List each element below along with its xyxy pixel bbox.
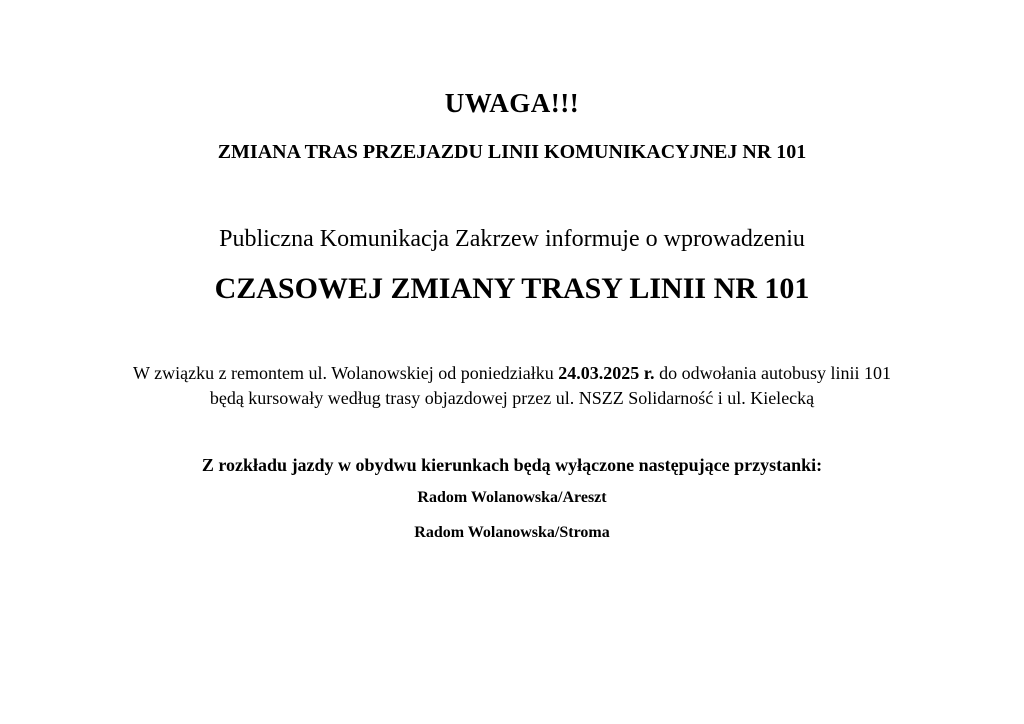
body-line-2: będą kursowały według trasy objazdowej przez ul. NSZZ Solidarność i ul. Kielecką <box>209 388 815 408</box>
notice-subtitle: ZMIANA TRAS PRZEJAZDU LINII KOMUNIKACYJNEJ NR 101 <box>217 141 807 163</box>
notice-headline: CZASOWEJ ZMIANY TRASY LINII NR 101 <box>214 272 810 305</box>
stops-heading: Z rozkładu jazdy w obydwu kierunkach będą wyłączone następujące przystanki: <box>201 455 823 475</box>
notice-title: UWAGA!!! <box>444 88 580 118</box>
info-line: Publiczna Komunikacja Zakrzew informuje o wprowadzeniu <box>219 226 805 252</box>
body-line-1-end: do odwołania autobusy linii 101 <box>654 363 892 383</box>
stop-item: Radom Wolanowska/Areszt <box>417 489 607 506</box>
body-line-1-start: W związku z remontem ul. Wolanowskiej od poniedziałku <box>132 363 559 383</box>
stop-item: Radom Wolanowska/Stroma <box>414 524 610 541</box>
body-line-1 <box>0 363 1024 384</box>
effective-date: 24.03.2025 r. <box>558 363 655 383</box>
